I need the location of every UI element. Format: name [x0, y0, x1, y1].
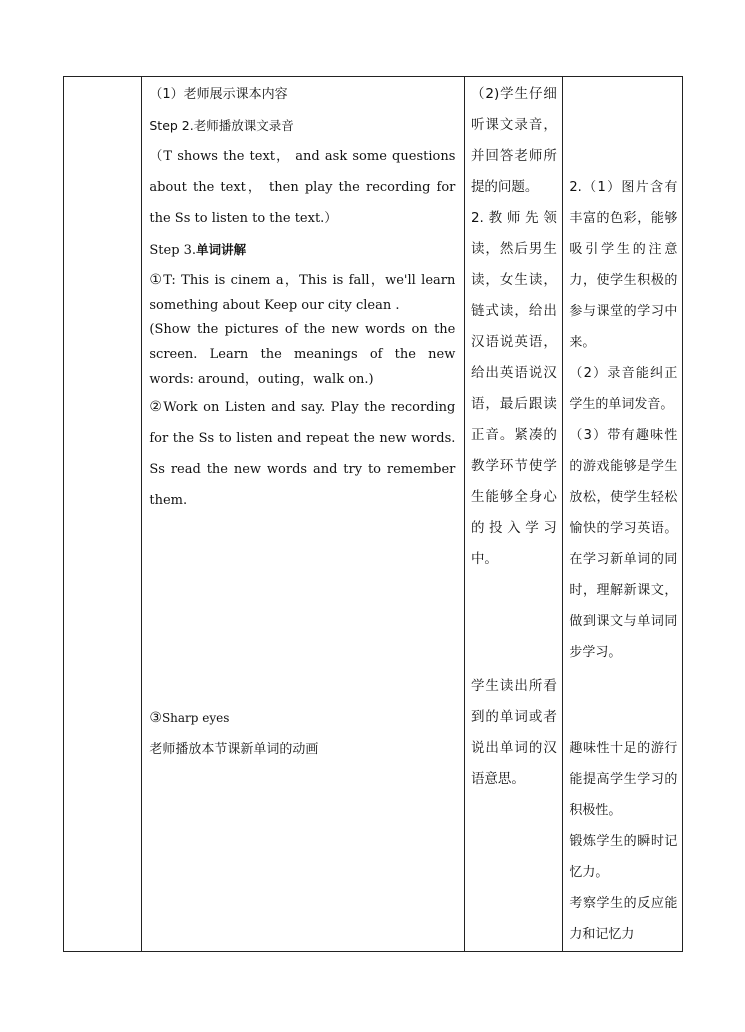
- intent-block-6: 考察学生的反应能力和记忆力: [569, 896, 678, 942]
- item-1-paragraph: [149, 268, 455, 318]
- item-1-show-paragraph: (Show the pictures of the new words on the screen. Learn the meanings of the new words: around，outing，walk on.): [149, 322, 456, 387]
- item-3-description: 老师播放本节课新单词的动画: [149, 742, 319, 757]
- teacher-activity-cell: [142, 77, 465, 952]
- intent-block-1: 2.（1）图片含有丰富的色彩，能够吸引学生的注意力，使学生积极的参与课堂的学习中来。: [569, 180, 678, 350]
- step-2-text: Step 2.老师播放课文录音: [149, 118, 294, 133]
- student-block-3: 学生读出所看到的单词或者说出单词的汉语意思。: [470, 678, 557, 787]
- teacher-line-1: （1）老师展示课本内容: [149, 87, 288, 102]
- intent-block-4: 趣味性十足的游行能提高学生学习的积极性。: [569, 741, 678, 818]
- student-block-1: （2)学生仔细听课文录音，并回答老师所提的问题。: [470, 86, 557, 195]
- circled-number-2: ②: [149, 399, 164, 415]
- design-intent-cell: [563, 77, 683, 952]
- item-3-paragraph: [149, 703, 455, 734]
- intent-block-5: 锻炼学生的瞬时记忆力。: [569, 834, 678, 880]
- step-3-prefix: Step 3.: [149, 243, 197, 258]
- stage-cell: [64, 77, 142, 952]
- intent-block-2: （2）录音能纠正学生的单词发音。: [569, 366, 678, 412]
- step-3-heading: [149, 234, 455, 266]
- item-1-text: T: This is cinem a，This is fall，we'll learn something about Keep our city clean .: [149, 273, 456, 313]
- circled-number-3: ③: [149, 710, 162, 726]
- intent-block-3: （3）带有趣味性的游戏能够是学生放松，使学生轻松愉快的学习英语。在学习新单词的同时，理解新课文，做到课文与单词同步学习。: [569, 428, 678, 660]
- item-2-paragraph: [149, 392, 455, 516]
- step-3-title: 单词讲解: [196, 242, 247, 257]
- item-3-text: Sharp eyes: [161, 711, 230, 725]
- lesson-plan-table: [63, 76, 683, 952]
- student-activity-cell: [464, 77, 562, 952]
- circled-number-1: ①: [149, 272, 164, 288]
- student-block-2: 2.教师先领读，然后男生读，女生读，链式读，给出汉语说英语，给出英语说汉语，最后跟读正音。紧凑的教学环节使学生能够全身心的投入学习中。: [470, 210, 557, 567]
- table-row: [64, 77, 683, 952]
- step-2-heading: [149, 110, 455, 142]
- item-2-text: Work on Listen and say. Play the recording for the Ss to listen and repeat the new words. Ss read the new words and try to remember them.: [149, 400, 456, 508]
- t-shows-paragraph: （T shows the text， and ask some questions about the text， then play the recording for the Ss to listen to the text.）: [149, 149, 456, 226]
